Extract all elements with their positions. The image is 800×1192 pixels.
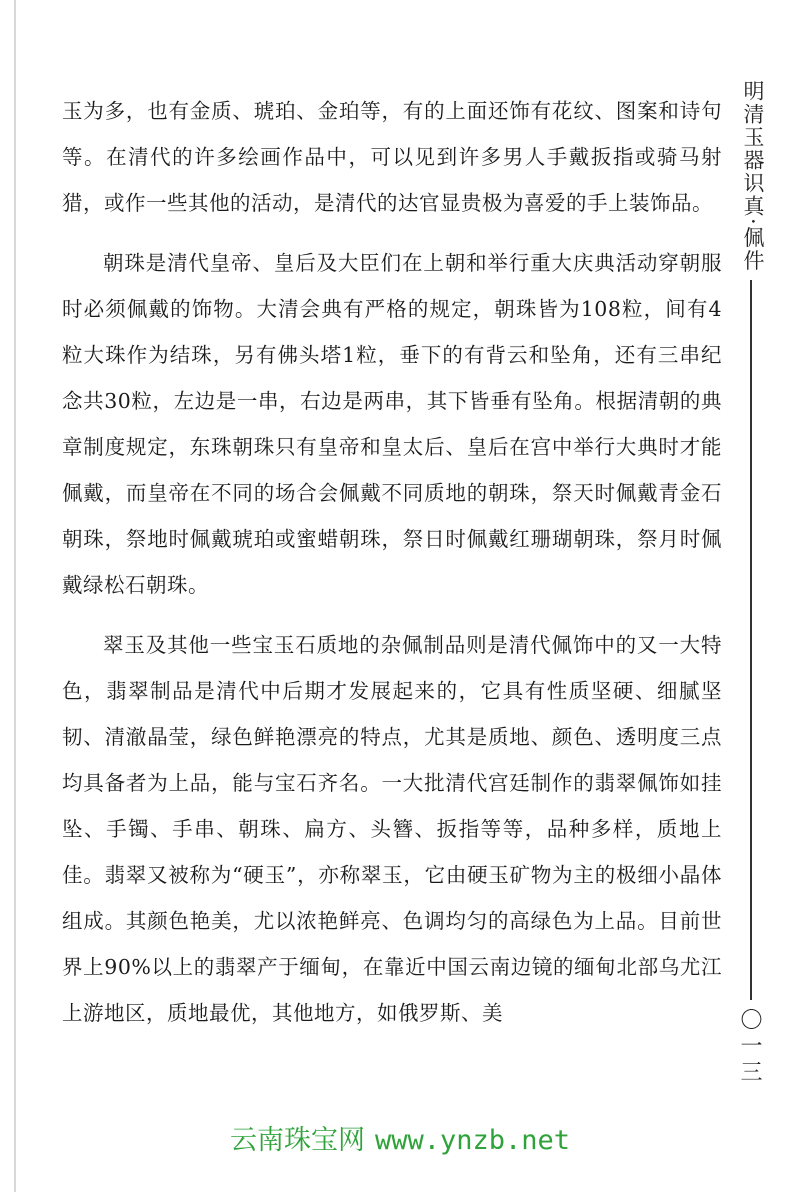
paragraph-2: 朝珠是清代皇帝、皇后及大臣们在上朝和举行重大庆典活动穿朝服时必须佩戴的饰物。大清会典有严格的规定，朝珠皆为108粒，间有4粒大珠作为结珠，另有佛头塔1粒，垂下的有背云和坠角，还有三串纪念共30粒，左边是一串，右边是两串，其下皆垂有坠角。根据清朝的典章制度规定，东珠朝珠只有皇帝和皇太后、皇后在宫中举行大典时才能佩戴，而皇帝在不同的场合会佩戴不同质地的朝珠，祭天时佩戴青金石朝珠，祭地时佩戴琥珀或蜜蜡朝珠，祭日时佩戴红珊瑚朝珠，祭月时佩戴绿松石朝珠。: [62, 251, 722, 597]
watermark: [0, 1118, 800, 1157]
running-header: 明清玉器识真·佩件: [741, 80, 765, 273]
page-body: [62, 88, 722, 1036]
watermark-name: 云南珠宝网: [229, 1125, 365, 1156]
paragraph-1: 玉为多，也有金质、琥珀、金珀等，有的上面还饰有花纹、图案和诗句等。在清代的许多绘画作品中，可以见到许多男人手戴扳指或骑马射猎，或作一些其他的活动，是清代的达官显贵极为喜爱的手上装饰品。: [62, 99, 722, 215]
watermark-url[interactable]: www.ynzb.net: [374, 1125, 571, 1156]
page-number: 〇一三: [737, 1008, 762, 1086]
scan-edge-line: [14, 0, 16, 1192]
header-rule: [750, 280, 752, 1000]
paragraph-3: 翠玉及其他一些宝玉石质地的杂佩制品则是清代佩饰中的又一大特色，翡翠制品是清代中后期才发展起来的，它具有性质坚硬、细腻坚韧、清澈晶莹，绿色鲜艳漂亮的特点，尤其是质地、颜色、透明度三点均具备者为上品，能与宝石齐名。一大批清代宫廷制作的翡翠佩饰如挂坠、手镯、手串、朝珠、扁方、头簪、扳指等等，品种多样，质地上佳。翡翠又被称为“硬玉”，亦称翠玉，它由硬玉矿物为主的极细小晶体组成。其颜色艳美，尤以浓艳鲜亮、色调均匀的高绿色为上品。目前世界上90%以上的翡翠产于缅甸，在靠近中国云南边镜的缅甸北部乌尤江上游地区，质地最优，其他地方，如俄罗斯、美: [62, 633, 722, 1025]
